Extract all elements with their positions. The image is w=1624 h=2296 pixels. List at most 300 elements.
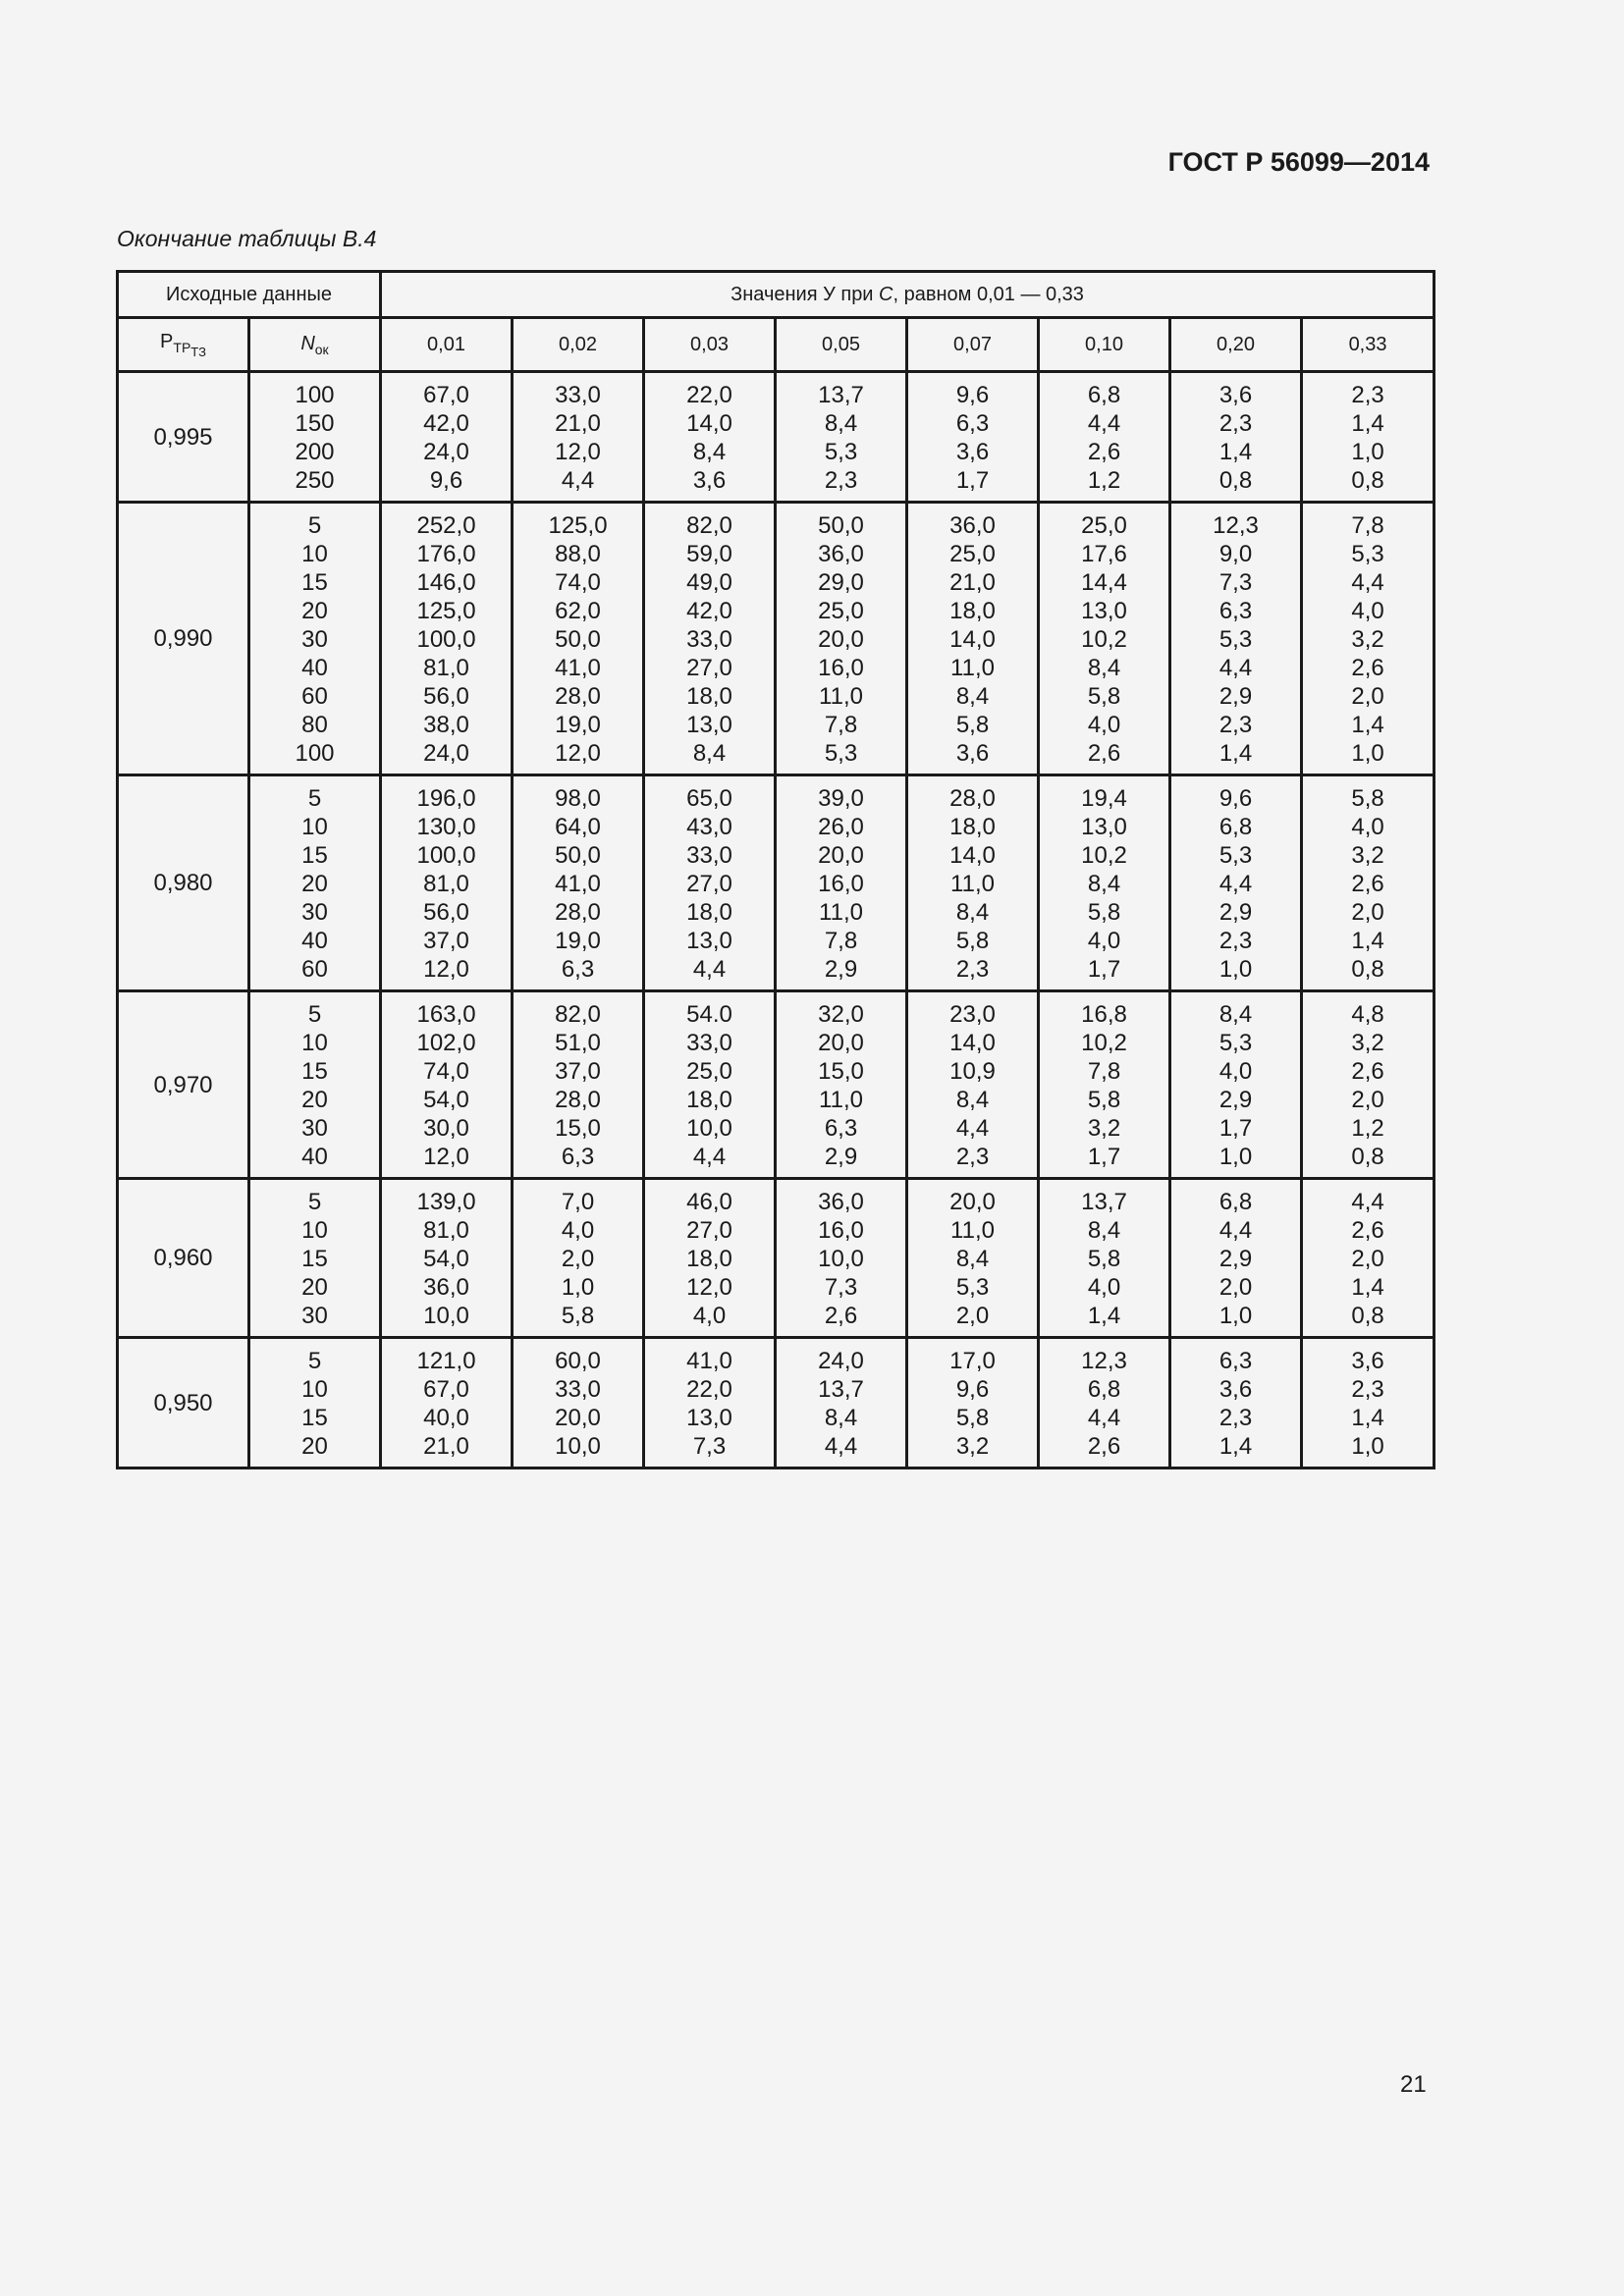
- cell-value: 6,3: [1218, 598, 1253, 624]
- document-id: ГОСТ Р 56099—2014: [1167, 147, 1430, 177]
- cell-value: 5,8: [1087, 899, 1121, 926]
- cell-value: 7,8: [1087, 1058, 1121, 1085]
- cell-value: 18,0: [686, 1246, 732, 1272]
- cell-value: 250: [295, 467, 335, 494]
- cell-value: 10,0: [555, 1433, 601, 1460]
- cell-value: 5,3: [1351, 541, 1384, 567]
- cell-value: 5,8: [955, 928, 990, 954]
- cell-value: 2,6: [1087, 439, 1121, 465]
- cell-value: 28,0: [555, 899, 601, 926]
- cell-value: 12,0: [423, 956, 469, 983]
- cell-value: 5,8: [561, 1303, 595, 1329]
- cell-value: 13,0: [686, 1405, 732, 1431]
- y-values-c7: [1302, 1338, 1435, 1468]
- cell-value: 1,4: [1351, 410, 1384, 437]
- cell-value: 8,4: [824, 1405, 858, 1431]
- cell-value: 100,0: [416, 842, 476, 869]
- cell-value: 15: [301, 569, 328, 596]
- n-values: [249, 503, 381, 775]
- cell-value: 10: [301, 541, 328, 567]
- cell-value: 4,4: [1218, 655, 1253, 681]
- cell-value: 43,0: [686, 814, 732, 840]
- cell-value: 5,3: [1218, 842, 1253, 869]
- cell-value: 46,0: [686, 1189, 732, 1215]
- cell-value: 9,6: [1218, 785, 1253, 812]
- cell-value: 20,0: [818, 626, 864, 653]
- cell-value: 1,0: [1351, 740, 1384, 767]
- cell-value: 15,0: [555, 1115, 601, 1142]
- y-values-c6: [1170, 503, 1302, 775]
- y-values-c1: [513, 1179, 644, 1338]
- cell-value: 18,0: [686, 899, 732, 926]
- cell-value: 4,0: [1218, 1058, 1253, 1085]
- cell-value: 39,0: [818, 785, 864, 812]
- cell-value: 9,0: [1218, 541, 1253, 567]
- cell-value: 14,0: [949, 1030, 996, 1056]
- cell-value: 17,6: [1081, 541, 1127, 567]
- cell-value: 1,4: [1351, 1405, 1384, 1431]
- cell-value: 5,3: [1218, 1030, 1253, 1056]
- cell-value: 1,4: [1218, 439, 1253, 465]
- cell-value: 8,4: [1087, 871, 1121, 897]
- cell-value: 2,0: [1351, 1246, 1384, 1272]
- cell-value: 0,8: [1351, 1303, 1384, 1329]
- cell-value: 21,0: [949, 569, 996, 596]
- cell-value: 12,0: [555, 439, 601, 465]
- y-values-c6: [1170, 775, 1302, 991]
- y-values-c2: [644, 503, 776, 775]
- cell-value: 20: [301, 598, 328, 624]
- y-values-c7: [1302, 991, 1435, 1179]
- y-values-c2: [644, 372, 776, 503]
- cell-value: 12,0: [686, 1274, 732, 1301]
- cell-value: 32,0: [818, 1001, 864, 1028]
- cell-value: 54.0: [686, 1001, 732, 1028]
- cell-value: 163,0: [416, 1001, 476, 1028]
- cell-value: 67,0: [423, 1376, 469, 1403]
- y-values-c1: [513, 991, 644, 1179]
- cell-value: 27,0: [686, 1217, 732, 1244]
- header-c-6: 0,20: [1170, 318, 1302, 372]
- cell-value: 5: [307, 1348, 322, 1374]
- y-values-c5: [1039, 1338, 1170, 1468]
- header-values-post: , равном 0,01 — 0,33: [893, 283, 1084, 305]
- cell-value: 19,0: [555, 712, 601, 738]
- cell-value: 80: [301, 712, 328, 738]
- cell-value: 29,0: [818, 569, 864, 596]
- cell-value: 150: [295, 410, 335, 437]
- y-values-c6: [1170, 991, 1302, 1179]
- table-caption: Окончание таблицы В.4: [117, 226, 377, 251]
- y-values-c2: [644, 775, 776, 991]
- y-values-c6: [1170, 1338, 1302, 1468]
- cell-value: 67,0: [423, 382, 469, 408]
- header-c-3: 0,05: [776, 318, 907, 372]
- cell-value: 5,3: [1218, 626, 1253, 653]
- cell-value: 13,7: [818, 382, 864, 408]
- cell-value: 2,6: [1351, 871, 1384, 897]
- group-row: [118, 503, 1435, 775]
- cell-value: 6,3: [824, 1115, 858, 1142]
- y-values-c4: [907, 1179, 1039, 1338]
- cell-value: 2,6: [1351, 655, 1384, 681]
- cell-value: 56,0: [423, 899, 469, 926]
- cell-value: 12,0: [555, 740, 601, 767]
- y-values-c4: [907, 991, 1039, 1179]
- header-source-data: Исходные данные: [118, 272, 381, 318]
- cell-value: 6,8: [1087, 1376, 1121, 1403]
- cell-value: 3,2: [1087, 1115, 1121, 1142]
- cell-value: 54,0: [423, 1246, 469, 1272]
- cell-value: 4,0: [1087, 712, 1121, 738]
- cell-value: 16,0: [818, 655, 864, 681]
- cell-value: 49,0: [686, 569, 732, 596]
- cell-value: 3,2: [1351, 1030, 1384, 1056]
- y-values-c5: [1039, 775, 1170, 991]
- cell-value: 1,0: [1218, 1303, 1253, 1329]
- header-c-5: 0,10: [1039, 318, 1170, 372]
- cell-value: 4,4: [1351, 569, 1384, 596]
- cell-value: 64,0: [555, 814, 601, 840]
- cell-value: 4,4: [1087, 1405, 1121, 1431]
- cell-value: 1,7: [955, 467, 990, 494]
- cell-value: 2,0: [955, 1303, 990, 1329]
- cell-value: 1,7: [1087, 1144, 1121, 1170]
- cell-value: 7,8: [824, 712, 858, 738]
- cell-value: 3,6: [1218, 1376, 1253, 1403]
- cell-value: 4,4: [1218, 1217, 1253, 1244]
- cell-value: 30,0: [423, 1115, 469, 1142]
- y-values-c4: [907, 372, 1039, 503]
- cell-value: 6,8: [1218, 814, 1253, 840]
- cell-value: 0,8: [1351, 1144, 1384, 1170]
- cell-value: 82,0: [555, 1001, 601, 1028]
- cell-value: 3,6: [1351, 1348, 1384, 1374]
- group-row: [118, 372, 1435, 503]
- header-c-4: 0,07: [907, 318, 1039, 372]
- cell-value: 7,8: [824, 928, 858, 954]
- y-values-c3: [776, 991, 907, 1179]
- cell-value: 15,0: [818, 1058, 864, 1085]
- cell-value: 20,0: [555, 1405, 601, 1431]
- cell-value: 1,2: [1087, 467, 1121, 494]
- cell-value: 3,6: [955, 740, 990, 767]
- cell-value: 8,4: [1087, 655, 1121, 681]
- cell-value: 37,0: [555, 1058, 601, 1085]
- cell-value: 24,0: [423, 740, 469, 767]
- n-values: [249, 1338, 381, 1468]
- cell-value: 40: [301, 1144, 328, 1170]
- cell-value: 4,4: [824, 1433, 858, 1460]
- cell-value: 30: [301, 1303, 328, 1329]
- cell-value: 25,0: [949, 541, 996, 567]
- cell-value: 20: [301, 1087, 328, 1113]
- cell-value: 81,0: [423, 655, 469, 681]
- cell-value: 11,0: [950, 871, 995, 897]
- group-row: [118, 775, 1435, 991]
- page-number: 21: [1400, 2071, 1427, 2098]
- cell-value: 59,0: [686, 541, 732, 567]
- cell-value: 51,0: [555, 1030, 601, 1056]
- cell-value: 19,4: [1081, 785, 1127, 812]
- cell-value: 6,8: [1218, 1189, 1253, 1215]
- p-value: 0,995: [118, 372, 249, 503]
- cell-value: 9,6: [955, 382, 990, 408]
- cell-value: 6,3: [561, 1144, 595, 1170]
- p-value: 0,960: [118, 1179, 249, 1338]
- cell-value: 15: [301, 842, 328, 869]
- cell-value: 36,0: [949, 512, 996, 539]
- cell-value: 22,0: [686, 382, 732, 408]
- cell-value: 13,0: [686, 928, 732, 954]
- y-values-c1: [513, 1338, 644, 1468]
- cell-value: 88,0: [555, 541, 601, 567]
- cell-value: 4,4: [692, 1144, 727, 1170]
- cell-value: 33,0: [686, 842, 732, 869]
- cell-value: 9,6: [955, 1376, 990, 1403]
- y-values-c1: [513, 372, 644, 503]
- cell-value: 17,0: [949, 1348, 996, 1374]
- cell-value: 14,4: [1081, 569, 1127, 596]
- cell-value: 1,0: [1218, 1144, 1253, 1170]
- y-values-c3: [776, 372, 907, 503]
- cell-value: 100: [295, 740, 335, 767]
- cell-value: 25,0: [686, 1058, 732, 1085]
- cell-value: 30: [301, 1115, 328, 1142]
- cell-value: 11,0: [819, 899, 863, 926]
- cell-value: 81,0: [423, 1217, 469, 1244]
- y-values-c1: [513, 775, 644, 991]
- cell-value: 30: [301, 626, 328, 653]
- cell-value: 2,3: [1218, 1405, 1253, 1431]
- cell-value: 5,3: [824, 740, 858, 767]
- cell-value: 60: [301, 683, 328, 710]
- cell-value: 6,3: [561, 956, 595, 983]
- cell-value: 8,4: [692, 439, 727, 465]
- cell-value: 7,0: [561, 1189, 595, 1215]
- cell-value: 5: [307, 512, 322, 539]
- y-values-c7: [1302, 372, 1435, 503]
- cell-value: 5,8: [1087, 1087, 1121, 1113]
- p-value: 0,980: [118, 775, 249, 991]
- cell-value: 1,0: [1351, 439, 1384, 465]
- cell-value: 4,0: [561, 1217, 595, 1244]
- cell-value: 1,4: [1351, 1274, 1384, 1301]
- cell-value: 4,4: [955, 1115, 990, 1142]
- cell-value: 13,0: [1081, 814, 1127, 840]
- cell-value: 102,0: [416, 1030, 476, 1056]
- cell-value: 36,0: [818, 1189, 864, 1215]
- cell-value: 2,3: [1218, 712, 1253, 738]
- cell-value: 125,0: [548, 512, 608, 539]
- cell-value: 26,0: [818, 814, 864, 840]
- cell-value: 74,0: [555, 569, 601, 596]
- cell-value: 40: [301, 655, 328, 681]
- cell-value: 1,4: [1218, 1433, 1253, 1460]
- cell-value: 10: [301, 1217, 328, 1244]
- cell-value: 20,0: [949, 1189, 996, 1215]
- cell-value: 5,8: [955, 1405, 990, 1431]
- cell-value: 4,0: [1087, 1274, 1121, 1301]
- cell-value: 4,8: [1351, 1001, 1384, 1028]
- data-table: [116, 270, 1435, 1469]
- cell-value: 24,0: [818, 1348, 864, 1374]
- cell-value: 21,0: [555, 410, 601, 437]
- cell-value: 2,9: [824, 956, 858, 983]
- p-value: 0,990: [118, 503, 249, 775]
- cell-value: 0,8: [1351, 467, 1384, 494]
- cell-value: 10: [301, 1376, 328, 1403]
- cell-value: 40: [301, 928, 328, 954]
- cell-value: 0,8: [1218, 467, 1253, 494]
- cell-value: 13,0: [686, 712, 732, 738]
- cell-value: 11,0: [819, 1087, 863, 1113]
- cell-value: 176,0: [416, 541, 476, 567]
- y-values-c5: [1039, 1179, 1170, 1338]
- n-values: [249, 1179, 381, 1338]
- cell-value: 5,3: [824, 439, 858, 465]
- cell-value: 196,0: [416, 785, 476, 812]
- y-values-c7: [1302, 503, 1435, 775]
- cell-value: 4,0: [1351, 598, 1384, 624]
- cell-value: 125,0: [416, 598, 476, 624]
- cell-value: 24,0: [423, 439, 469, 465]
- cell-value: 3,6: [955, 439, 990, 465]
- cell-value: 12,0: [423, 1144, 469, 1170]
- cell-value: 3,2: [1351, 626, 1384, 653]
- cell-value: 50,0: [555, 626, 601, 653]
- p-value: 0,970: [118, 991, 249, 1179]
- header-p: $P_{ТР_{ТЗ}}$: [118, 318, 249, 372]
- cell-value: 2,0: [1351, 899, 1384, 926]
- cell-value: 13,7: [818, 1376, 864, 1403]
- cell-value: 41,0: [555, 871, 601, 897]
- cell-value: 30: [301, 899, 328, 926]
- cell-value: 10,9: [949, 1058, 996, 1085]
- cell-value: 33,0: [686, 1030, 732, 1056]
- cell-value: 2,3: [1218, 928, 1253, 954]
- cell-value: 23,0: [949, 1001, 996, 1028]
- cell-value: 8,4: [955, 1246, 990, 1272]
- n-values: [249, 775, 381, 991]
- cell-value: 3,2: [1351, 842, 1384, 869]
- header-c-2: 0,03: [644, 318, 776, 372]
- y-values-c3: [776, 503, 907, 775]
- y-values-c3: [776, 1179, 907, 1338]
- cell-value: 41,0: [555, 655, 601, 681]
- cell-value: 4,4: [561, 467, 595, 494]
- cell-value: 2,0: [1218, 1274, 1253, 1301]
- cell-value: 2,3: [955, 1144, 990, 1170]
- cell-value: 20,0: [818, 842, 864, 869]
- cell-value: 54,0: [423, 1087, 469, 1113]
- cell-value: 60: [301, 956, 328, 983]
- cell-value: 14,0: [686, 410, 732, 437]
- cell-value: 56,0: [423, 683, 469, 710]
- y-values-c0: [381, 775, 513, 991]
- cell-value: 15: [301, 1405, 328, 1431]
- header-values-pre: Значения У при: [731, 283, 880, 305]
- cell-value: 5: [307, 1189, 322, 1215]
- cell-value: 2,0: [1351, 1087, 1384, 1113]
- cell-value: 14,0: [949, 626, 996, 653]
- cell-value: 37,0: [423, 928, 469, 954]
- cell-value: 42,0: [423, 410, 469, 437]
- y-values-c0: [381, 1338, 513, 1468]
- header-row-2: [118, 318, 1435, 372]
- n-values: [249, 372, 381, 503]
- cell-value: 7,3: [1218, 569, 1253, 596]
- y-values-c3: [776, 1338, 907, 1468]
- cell-value: 2,9: [1218, 1246, 1253, 1272]
- cell-value: 19,0: [555, 928, 601, 954]
- cell-value: 25,0: [1081, 512, 1127, 539]
- cell-value: 5,3: [955, 1274, 990, 1301]
- header-c-1: 0,02: [513, 318, 644, 372]
- cell-value: 15: [301, 1058, 328, 1085]
- cell-value: 2,6: [1351, 1217, 1384, 1244]
- cell-value: 7,8: [1351, 512, 1384, 539]
- cell-value: 4,0: [1087, 928, 1121, 954]
- y-values-c6: [1170, 1179, 1302, 1338]
- cell-value: 2,0: [1351, 683, 1384, 710]
- cell-value: 1,4: [1351, 928, 1384, 954]
- cell-value: 1,2: [1351, 1115, 1384, 1142]
- group-row: [118, 1338, 1435, 1468]
- cell-value: 62,0: [555, 598, 601, 624]
- cell-value: 60,0: [555, 1348, 601, 1374]
- cell-value: 18,0: [949, 598, 996, 624]
- cell-value: 12,3: [1081, 1348, 1127, 1374]
- cell-value: 8,4: [955, 1087, 990, 1113]
- cell-value: 10: [301, 1030, 328, 1056]
- cell-value: 6,3: [1218, 1348, 1253, 1374]
- cell-value: 10,2: [1081, 626, 1127, 653]
- cell-value: 98,0: [555, 785, 601, 812]
- cell-value: 25,0: [818, 598, 864, 624]
- cell-value: 20: [301, 1433, 328, 1460]
- cell-value: 50,0: [818, 512, 864, 539]
- cell-value: 0,8: [1351, 956, 1384, 983]
- cell-value: 8,4: [1087, 1217, 1121, 1244]
- cell-value: 4,4: [1351, 1189, 1384, 1215]
- cell-value: 36,0: [818, 541, 864, 567]
- cell-value: 8,4: [692, 740, 727, 767]
- cell-value: 50,0: [555, 842, 601, 869]
- p-value: 0,950: [118, 1338, 249, 1468]
- cell-value: 33,0: [555, 382, 601, 408]
- cell-value: 1,7: [1218, 1115, 1253, 1142]
- cell-value: 5,8: [955, 712, 990, 738]
- cell-value: 2,9: [1218, 1087, 1253, 1113]
- cell-value: 7,3: [824, 1274, 858, 1301]
- cell-value: 121,0: [416, 1348, 476, 1374]
- header-n: $N_{ок}$: [249, 318, 381, 372]
- cell-value: 8,4: [824, 410, 858, 437]
- cell-value: 21,0: [423, 1433, 469, 1460]
- y-values-c4: [907, 775, 1039, 991]
- cell-value: 74,0: [423, 1058, 469, 1085]
- cell-value: 1,0: [561, 1274, 595, 1301]
- cell-value: 16,0: [818, 1217, 864, 1244]
- y-values-c3: [776, 775, 907, 991]
- cell-value: 2,3: [955, 956, 990, 983]
- cell-value: 12,3: [1213, 512, 1259, 539]
- cell-value: 200: [295, 439, 335, 465]
- cell-value: 2,6: [1351, 1058, 1384, 1085]
- cell-value: 2,6: [1087, 740, 1121, 767]
- cell-value: 2,3: [1351, 1376, 1384, 1403]
